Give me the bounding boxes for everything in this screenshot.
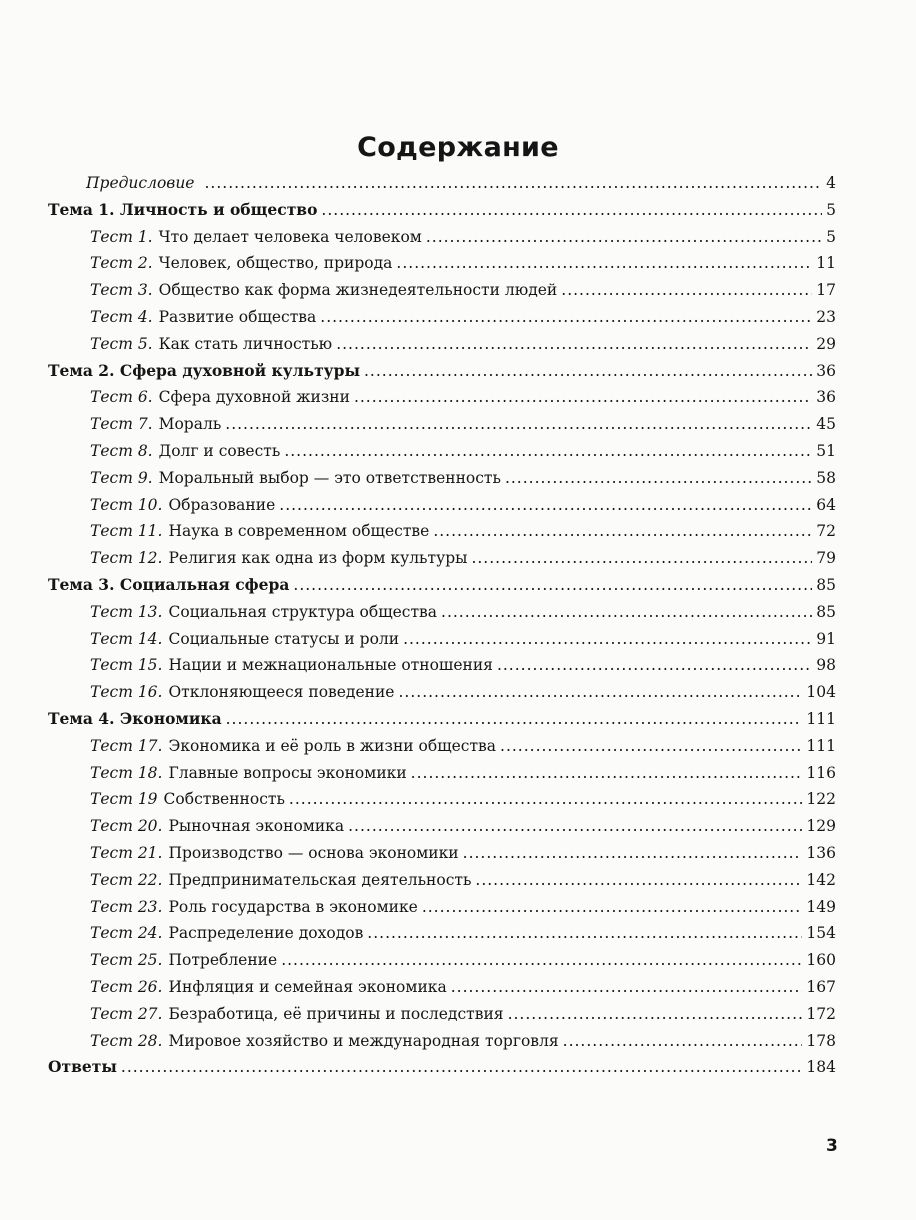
page-ref: 79 <box>816 549 836 568</box>
page-ref: 29 <box>816 334 836 353</box>
toc-test-row[interactable] <box>48 384 836 411</box>
dot-leader <box>563 1028 803 1055</box>
dot-leader <box>500 733 802 760</box>
test-label: Тест 22. <box>90 870 163 889</box>
page-ref: 116 <box>806 763 836 782</box>
dot-leader <box>284 438 812 465</box>
dot-leader <box>398 679 802 706</box>
test-label: Тест 20. <box>90 817 163 836</box>
page-ref: 36 <box>816 388 836 407</box>
page-ref: 85 <box>816 575 836 594</box>
test-label: Тест 26. <box>90 977 163 996</box>
dot-leader <box>426 224 822 251</box>
dot-leader <box>367 920 802 947</box>
test-title: Религия как одна из форм культуры <box>168 549 468 568</box>
toc-test-row[interactable] <box>48 867 836 894</box>
test-label: Тест 14. <box>90 629 163 648</box>
toc-test-row[interactable] <box>48 813 836 840</box>
dot-leader <box>289 786 802 813</box>
test-title: Безработица, её причины и последствия <box>168 1004 504 1023</box>
test-label: Тест 12. <box>90 549 163 568</box>
topic-title: Тема 3. Социальная сфера <box>48 574 290 594</box>
page-ref: 36 <box>816 361 836 380</box>
toc-test-row[interactable] <box>48 974 836 1001</box>
table-of-contents <box>48 170 836 1081</box>
page-ref: 129 <box>806 817 836 836</box>
dot-leader <box>411 760 803 787</box>
test-title: Мировое хозяйство и международная торговля <box>168 1031 559 1050</box>
test-label: Тест 28. <box>90 1031 163 1050</box>
page-ref: 178 <box>806 1031 836 1050</box>
dot-leader <box>121 1054 803 1081</box>
page-ref: 17 <box>816 281 836 300</box>
dot-leader <box>226 706 803 733</box>
toc-test-row[interactable] <box>48 894 836 921</box>
page-ref: 122 <box>806 790 836 809</box>
page-ref: 167 <box>806 977 836 996</box>
page-ref: 154 <box>806 924 836 943</box>
dot-leader <box>471 545 812 572</box>
test-title: Сфера духовной жизни <box>158 388 350 407</box>
test-label: Тест 10. <box>90 495 163 514</box>
test-title: Мораль <box>158 415 222 434</box>
test-title: Наука в современном обществе <box>168 522 430 541</box>
dot-leader <box>204 170 822 197</box>
toc-test-row[interactable] <box>48 492 836 519</box>
test-title: Экономика и её роль в жизни общества <box>168 736 497 755</box>
toc-answers-row[interactable] <box>48 1054 836 1081</box>
toc-test-row[interactable] <box>48 1028 836 1055</box>
toc-test-row[interactable] <box>48 465 836 492</box>
page-ref: 111 <box>806 709 836 728</box>
test-label: Тест 1. <box>90 227 153 246</box>
test-title: Развитие общества <box>158 307 317 326</box>
test-title: Общество как форма жизнедеятельности людей <box>158 281 558 300</box>
test-label: Тест 3. <box>90 281 153 300</box>
toc-topic-row[interactable] <box>48 358 836 385</box>
dot-leader <box>321 197 822 224</box>
page-ref: 5 <box>826 227 836 246</box>
preface-label: Предисловие <box>86 174 195 192</box>
test-label: Тест 18. <box>90 763 163 782</box>
test-label: Тест 9. <box>90 468 153 487</box>
test-title: Долг и совесть <box>158 441 281 460</box>
toc-test-row[interactable] <box>48 652 836 679</box>
dot-leader <box>396 250 812 277</box>
dot-leader <box>463 840 803 867</box>
toc-test-row[interactable] <box>48 733 836 760</box>
dot-leader <box>348 813 802 840</box>
page-ref: 85 <box>816 602 836 621</box>
dot-leader <box>433 518 812 545</box>
dot-leader <box>422 894 803 921</box>
page-ref: 98 <box>816 656 836 675</box>
toc-preface-row[interactable] <box>48 170 836 197</box>
toc-test-row[interactable] <box>48 679 836 706</box>
dot-leader <box>475 867 802 894</box>
dot-leader <box>364 358 812 385</box>
dot-leader <box>561 277 812 304</box>
toc-test-row[interactable] <box>48 411 836 438</box>
dot-leader <box>320 304 812 331</box>
toc-test-row[interactable] <box>48 947 836 974</box>
page-ref: 184 <box>806 1058 836 1077</box>
topic-title: Тема 2. Сфера духовной культуры <box>48 360 360 380</box>
page-title: Содержание <box>357 132 559 163</box>
page-ref: 91 <box>816 629 836 648</box>
toc-test-row[interactable] <box>48 438 836 465</box>
test-label: Тест 17. <box>90 736 163 755</box>
test-label: Тест 27. <box>90 1004 163 1023</box>
test-label: Тест 13. <box>90 602 163 621</box>
test-label: Тест 7. <box>90 415 153 434</box>
page-ref: 58 <box>816 468 836 487</box>
test-title: Отклоняющееся поведение <box>168 683 395 702</box>
page-ref: 11 <box>816 254 836 273</box>
dot-leader <box>403 626 812 653</box>
test-title: Главные вопросы экономики <box>168 763 407 782</box>
toc-topic-row[interactable] <box>48 706 836 733</box>
test-label: Тест 5. <box>90 334 153 353</box>
page-ref: 111 <box>806 736 836 755</box>
page-ref: 72 <box>816 522 836 541</box>
toc-test-row[interactable] <box>48 760 836 787</box>
test-title: Роль государства в экономике <box>168 897 418 916</box>
page-ref: 4 <box>826 174 836 192</box>
test-label: Тест 15. <box>90 656 163 675</box>
page-ref: 104 <box>806 683 836 702</box>
toc-test-row[interactable] <box>48 840 836 867</box>
page-ref: 136 <box>806 843 836 862</box>
answers-title: Ответы <box>48 1057 117 1077</box>
test-title: Производство — основа экономики <box>168 843 459 862</box>
test-label: Тест 4. <box>90 307 153 326</box>
test-label: Тест 24. <box>90 924 163 943</box>
dot-leader <box>225 411 812 438</box>
dot-leader <box>441 599 812 626</box>
page-ref: 172 <box>806 1004 836 1023</box>
toc-test-row[interactable] <box>48 250 836 277</box>
page-ref: 64 <box>816 495 836 514</box>
page-ref: 51 <box>816 441 836 460</box>
test-title: Предпринимательская деятельность <box>168 870 472 889</box>
page-ref: 23 <box>816 307 836 326</box>
test-label: Тест 21. <box>90 843 163 862</box>
toc-test-row[interactable] <box>48 599 836 626</box>
dot-leader <box>505 465 812 492</box>
test-label: Тест 25. <box>90 951 163 970</box>
page-ref: 5 <box>826 200 836 219</box>
page-number: 3 <box>826 1136 838 1156</box>
dot-leader <box>281 947 802 974</box>
page-ref: 149 <box>806 897 836 916</box>
toc-test-row[interactable] <box>48 331 836 358</box>
page-ref: 45 <box>816 415 836 434</box>
test-title: Человек, общество, природа <box>158 254 393 273</box>
test-title: Как стать личностью <box>158 334 333 353</box>
test-label: Тест 23. <box>90 897 163 916</box>
dot-leader <box>336 331 812 358</box>
page-ref: 160 <box>806 951 836 970</box>
test-title: Образование <box>168 495 276 514</box>
test-title: Собственность <box>163 790 285 809</box>
test-label: Тест 8. <box>90 441 153 460</box>
toc-test-row[interactable] <box>48 786 836 813</box>
toc-test-row[interactable] <box>48 920 836 947</box>
toc-test-row[interactable] <box>48 518 836 545</box>
test-label: Тест 2. <box>90 254 153 273</box>
test-title: Моральный выбор — это ответственность <box>158 468 501 487</box>
test-label: Тест 11. <box>90 522 163 541</box>
topic-title: Тема 4. Экономика <box>48 708 222 728</box>
toc-test-row[interactable] <box>48 304 836 331</box>
test-title: Нации и межнациональные отношения <box>168 656 493 675</box>
test-title: Инфляция и семейная экономика <box>168 977 447 996</box>
dot-leader <box>293 572 812 599</box>
test-label: Тест 19 <box>90 790 158 809</box>
test-title: Рыночная экономика <box>168 817 345 836</box>
toc-topic-row[interactable] <box>48 197 836 224</box>
test-title: Социальная структура общества <box>168 602 438 621</box>
test-label: Тест 6. <box>90 388 153 407</box>
toc-test-row[interactable] <box>48 1001 836 1028</box>
toc-test-row[interactable] <box>48 626 836 653</box>
dot-leader <box>354 384 812 411</box>
toc-test-row[interactable] <box>48 545 836 572</box>
topic-title: Тема 1. Личность и общество <box>48 199 318 219</box>
test-title: Социальные статусы и роли <box>168 629 400 648</box>
toc-topic-row[interactable] <box>48 572 836 599</box>
dot-leader <box>497 652 812 679</box>
page-ref: 142 <box>806 870 836 889</box>
test-title: Что делает человека человеком <box>158 227 422 246</box>
toc-test-row[interactable] <box>48 224 836 251</box>
test-title: Распределение доходов <box>168 924 364 943</box>
test-label: Тест 16. <box>90 683 163 702</box>
dot-leader <box>508 1001 803 1028</box>
toc-test-row[interactable] <box>48 277 836 304</box>
test-title: Потребление <box>168 951 278 970</box>
dot-leader <box>451 974 803 1001</box>
dot-leader <box>279 492 812 519</box>
